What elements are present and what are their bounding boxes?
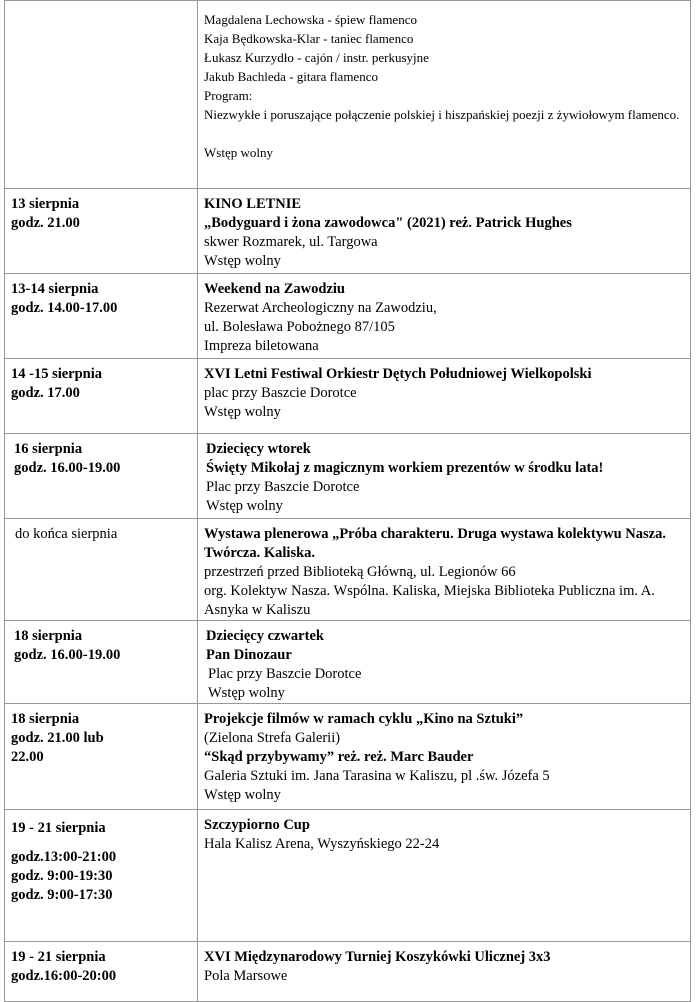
- event-date-line: godz. 9:00-19:30: [11, 868, 113, 884]
- event-title: Wystawa plenerowa „Próba charakteru. Druga wystawa kolektywu Nasza. Twórcza. Kaliska.: [204, 526, 666, 561]
- event-details-cell: [198, 810, 691, 942]
- event-date-line: godz. 17.00: [11, 385, 80, 401]
- schedule-row: [5, 359, 691, 434]
- event-date-line: 16 sierpnia: [14, 441, 83, 457]
- event-date-cell: [5, 1, 198, 189]
- event-date-line: 22.00: [11, 749, 44, 765]
- event-date-line: do końca sierpnia: [15, 526, 118, 542]
- event-details-cell: [198, 621, 691, 704]
- event-details-cell: [198, 274, 691, 359]
- event-detail: Plac przy Baszcie Dorotce: [206, 479, 360, 495]
- event-title: „Bodyguard i żona zawodowca" (2021) reż. Patrick Hughes: [204, 215, 572, 231]
- event-date-cell: [5, 519, 198, 621]
- event-date-line: 14 -15 sierpnia: [11, 366, 103, 382]
- event-date-cell: [5, 621, 198, 704]
- event-detail: (Zielona Strefa Galerii): [204, 730, 341, 746]
- event-title: Weekend na Zawodziu: [204, 281, 345, 297]
- event-detail: Niezwykłe i poruszające połączenie polskiej i hiszpańskiej poezji z żywiołowym flamenco.: [204, 107, 680, 122]
- event-date-line: godz. 16.00-19.00: [14, 460, 121, 476]
- event-details-cell: [198, 519, 691, 621]
- event-date-line: 19 - 21 sierpnia: [11, 820, 106, 836]
- event-detail: Wstęp wolny: [204, 145, 273, 160]
- schedule-row: [5, 519, 691, 621]
- event-date-cell: [5, 434, 198, 519]
- event-date-line: godz. 14.00-17.00: [11, 300, 118, 316]
- event-date-cell: [5, 359, 198, 434]
- event-detail: Wstęp wolny: [208, 685, 285, 701]
- event-date-line: godz.16:00-20:00: [11, 968, 117, 984]
- event-title: XVI Letni Festiwal Orkiestr Dętych Południowej Wielkopolski: [204, 366, 592, 382]
- event-detail: Magdalena Lechowska - śpiew flamenco: [204, 12, 417, 27]
- event-details-cell: [198, 434, 691, 519]
- event-date-line: 19 - 21 sierpnia: [11, 949, 106, 965]
- event-detail: Rezerwat Archeologiczny na Zawodziu,: [204, 300, 437, 316]
- event-detail: Łukasz Kurzydło - cajón / instr. perkusyjne: [204, 50, 429, 65]
- event-title: KINO LETNIE: [204, 196, 302, 212]
- event-details-cell: [198, 942, 691, 1002]
- event-title: Dziecięcy wtorek: [206, 441, 311, 457]
- event-detail: Plac przy Baszcie Dorotce: [208, 666, 362, 682]
- event-date-line: 13-14 sierpnia: [11, 281, 99, 297]
- event-date-line: godz. 9:00-17:30: [11, 887, 113, 903]
- event-date-cell: [5, 810, 198, 942]
- event-detail: [204, 124, 684, 143]
- event-date-line: [11, 838, 197, 848]
- event-detail: Impreza biletowana: [204, 338, 319, 354]
- event-title: XVI Międzynarodowy Turniej Koszykówki Ulicznej 3x3: [204, 949, 551, 965]
- event-detail: org. Kolektyw Nasza. Wspólna. Kaliska, Miejska Biblioteka Publiczna im. A. Asnyka w Kaliszu: [204, 583, 655, 618]
- event-title: Dziecięcy czwartek: [206, 628, 324, 644]
- event-detail: Galeria Sztuki im. Jana Tarasina w Kaliszu, pl .św. Józefa 5: [204, 768, 550, 784]
- event-details-cell: [198, 704, 691, 810]
- event-date-line: godz. 21.00 lub: [11, 730, 104, 746]
- event-detail: przestrzeń przed Biblioteką Główną, ul. Legionów 66: [204, 564, 516, 580]
- event-title: Projekcje filmów w ramach cyklu „Kino na Sztuki”: [204, 711, 524, 727]
- schedule-row: [5, 942, 691, 1002]
- event-detail: Wstęp wolny: [204, 404, 281, 420]
- schedule-row: [5, 810, 691, 942]
- schedule-row: [5, 621, 691, 704]
- event-detail: plac przy Baszcie Dorotce: [204, 385, 357, 401]
- event-date-cell: [5, 274, 198, 359]
- event-details-cell: [198, 189, 691, 274]
- event-date-line: godz. 16.00-19.00: [14, 647, 121, 663]
- schedule-row: [5, 189, 691, 274]
- schedule-row: [5, 704, 691, 810]
- event-detail: Hala Kalisz Arena, Wyszyńskiego 22-24: [204, 836, 440, 852]
- schedule-row: [5, 434, 691, 519]
- event-detail: Wstęp wolny: [206, 498, 283, 514]
- event-detail: skwer Rozmarek, ul. Targowa: [204, 234, 378, 250]
- event-title: “Skąd przybywamy” reż. reż. Marc Bauder: [204, 749, 474, 765]
- schedule-row: [5, 274, 691, 359]
- event-date-cell: [5, 704, 198, 810]
- event-detail: Wstęp wolny: [204, 253, 281, 269]
- event-date-line: 18 sierpnia: [11, 711, 80, 727]
- event-date-cell: [5, 942, 198, 1002]
- event-details-cell: [198, 1, 691, 189]
- event-detail: Kaja Będkowska-Klar - taniec flamenco: [204, 31, 414, 46]
- event-date-line: 13 sierpnia: [11, 196, 80, 212]
- event-title: Szczypiorno Cup: [204, 817, 310, 833]
- event-detail: Jakub Bachleda - gitara flamenco: [204, 69, 378, 84]
- event-date-line: godz.13:00-21:00: [11, 849, 117, 865]
- event-date-line: godz. 21.00: [11, 215, 80, 231]
- schedule-row: [5, 1, 691, 189]
- event-title: Pan Dinozaur: [206, 647, 292, 663]
- event-detail: Wstęp wolny: [204, 787, 281, 803]
- event-detail: Program:: [204, 88, 253, 103]
- event-title: Święty Mikołaj z magicznym workiem prezentów w środku lata!: [206, 460, 604, 476]
- event-details-cell: [198, 359, 691, 434]
- event-schedule-table: [4, 0, 691, 1002]
- event-detail: Pola Marsowe: [204, 968, 288, 984]
- event-date-cell: [5, 189, 198, 274]
- event-detail: ul. Bolesława Pobożnego 87/105: [204, 319, 395, 335]
- event-date-line: 18 sierpnia: [14, 628, 83, 644]
